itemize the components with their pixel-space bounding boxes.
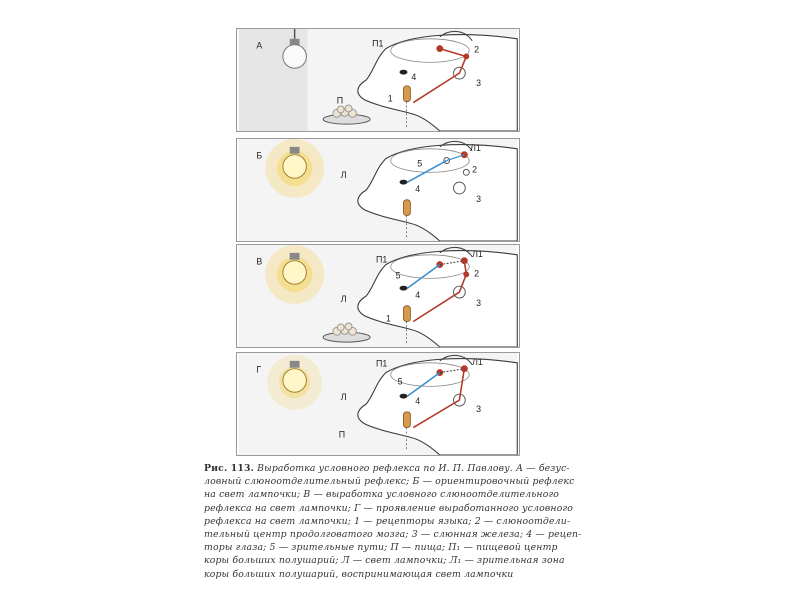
svg-text:5: 5 xyxy=(395,270,401,281)
caption-line-4: рефлекса на свет лампочки; 1 — рецепторы языка; 2 — слюноотдели- xyxy=(204,515,571,527)
lamp-on-icon xyxy=(265,139,324,198)
svg-text:П1: П1 xyxy=(376,254,388,265)
panel-letter: Г xyxy=(256,364,262,375)
svg-text:2: 2 xyxy=(474,44,480,55)
svg-text:4: 4 xyxy=(415,183,421,194)
lamp-on-icon xyxy=(265,245,324,304)
pavlov-figure xyxy=(236,28,520,458)
caption-line-2: на свет лампочки; В — выработка условного слюноотделительного xyxy=(204,489,560,501)
panel-c-drawing xyxy=(237,245,519,347)
svg-text:3: 3 xyxy=(476,77,481,88)
svg-text:4: 4 xyxy=(415,396,421,406)
svg-text:Л: Л xyxy=(340,392,347,403)
caption-line-1: ловный слюноотделительный рефлекс; Б — ориентировочный рефлекс xyxy=(204,476,575,488)
caption-line-6: торы глаза; 5 — зрительные пути; П — пища; П₁ — пищевой центр xyxy=(204,542,558,554)
svg-text:3: 3 xyxy=(476,297,481,308)
svg-text:П: П xyxy=(338,429,346,440)
svg-text:3: 3 xyxy=(476,193,481,204)
svg-text:1: 1 xyxy=(385,313,391,324)
panel-c xyxy=(236,244,520,348)
svg-text:П: П xyxy=(336,95,344,106)
svg-text:3: 3 xyxy=(476,403,481,414)
svg-text:Л1: Л1 xyxy=(470,142,481,153)
panel-d-drawing xyxy=(237,353,519,455)
caption-line-7: коры больших полушарий; Л — свет лампочки; Л₁ — зрительная зона xyxy=(204,555,565,567)
svg-text:Л: Л xyxy=(340,170,347,181)
panel-b xyxy=(236,138,520,242)
svg-text:П1: П1 xyxy=(376,358,388,369)
lamp-on-icon xyxy=(267,355,322,410)
caption-line-0: Рис. 113. Выработка условного рефлекса по И. П. Павлову. А — безус- xyxy=(204,463,570,474)
panel-d xyxy=(236,352,520,456)
figure-number: Рис. 113. xyxy=(204,463,255,474)
svg-text:4: 4 xyxy=(411,72,417,82)
panel-letter: В xyxy=(256,256,263,267)
panel-a-drawing xyxy=(237,29,519,131)
caption-line-8: коры больших полушарий, воспринимающая свет лампочки xyxy=(204,568,514,580)
panel-letter: Б xyxy=(256,150,263,161)
caption-line-3: рефлекса на свет лампочки; Г — проявление выработанного условного xyxy=(204,502,574,514)
svg-text:2: 2 xyxy=(472,164,478,175)
panel-letter: А xyxy=(256,40,263,51)
panel-a xyxy=(236,28,520,132)
caption-line-5: тельный центр продолговатого мозга; 3 — слюнная железа; 4 — рецеп- xyxy=(204,529,582,541)
svg-text:П1: П1 xyxy=(372,38,384,49)
svg-text:2: 2 xyxy=(474,268,480,279)
figure-caption xyxy=(204,462,624,581)
svg-text:Л1: Л1 xyxy=(472,248,483,259)
svg-text:5: 5 xyxy=(397,376,403,387)
panel-b-drawing xyxy=(237,139,519,241)
svg-text:Л: Л xyxy=(340,293,347,304)
svg-text:4: 4 xyxy=(415,289,421,300)
svg-text:Л1: Л1 xyxy=(472,356,483,367)
svg-text:1: 1 xyxy=(387,93,393,104)
svg-text:5: 5 xyxy=(417,158,423,169)
